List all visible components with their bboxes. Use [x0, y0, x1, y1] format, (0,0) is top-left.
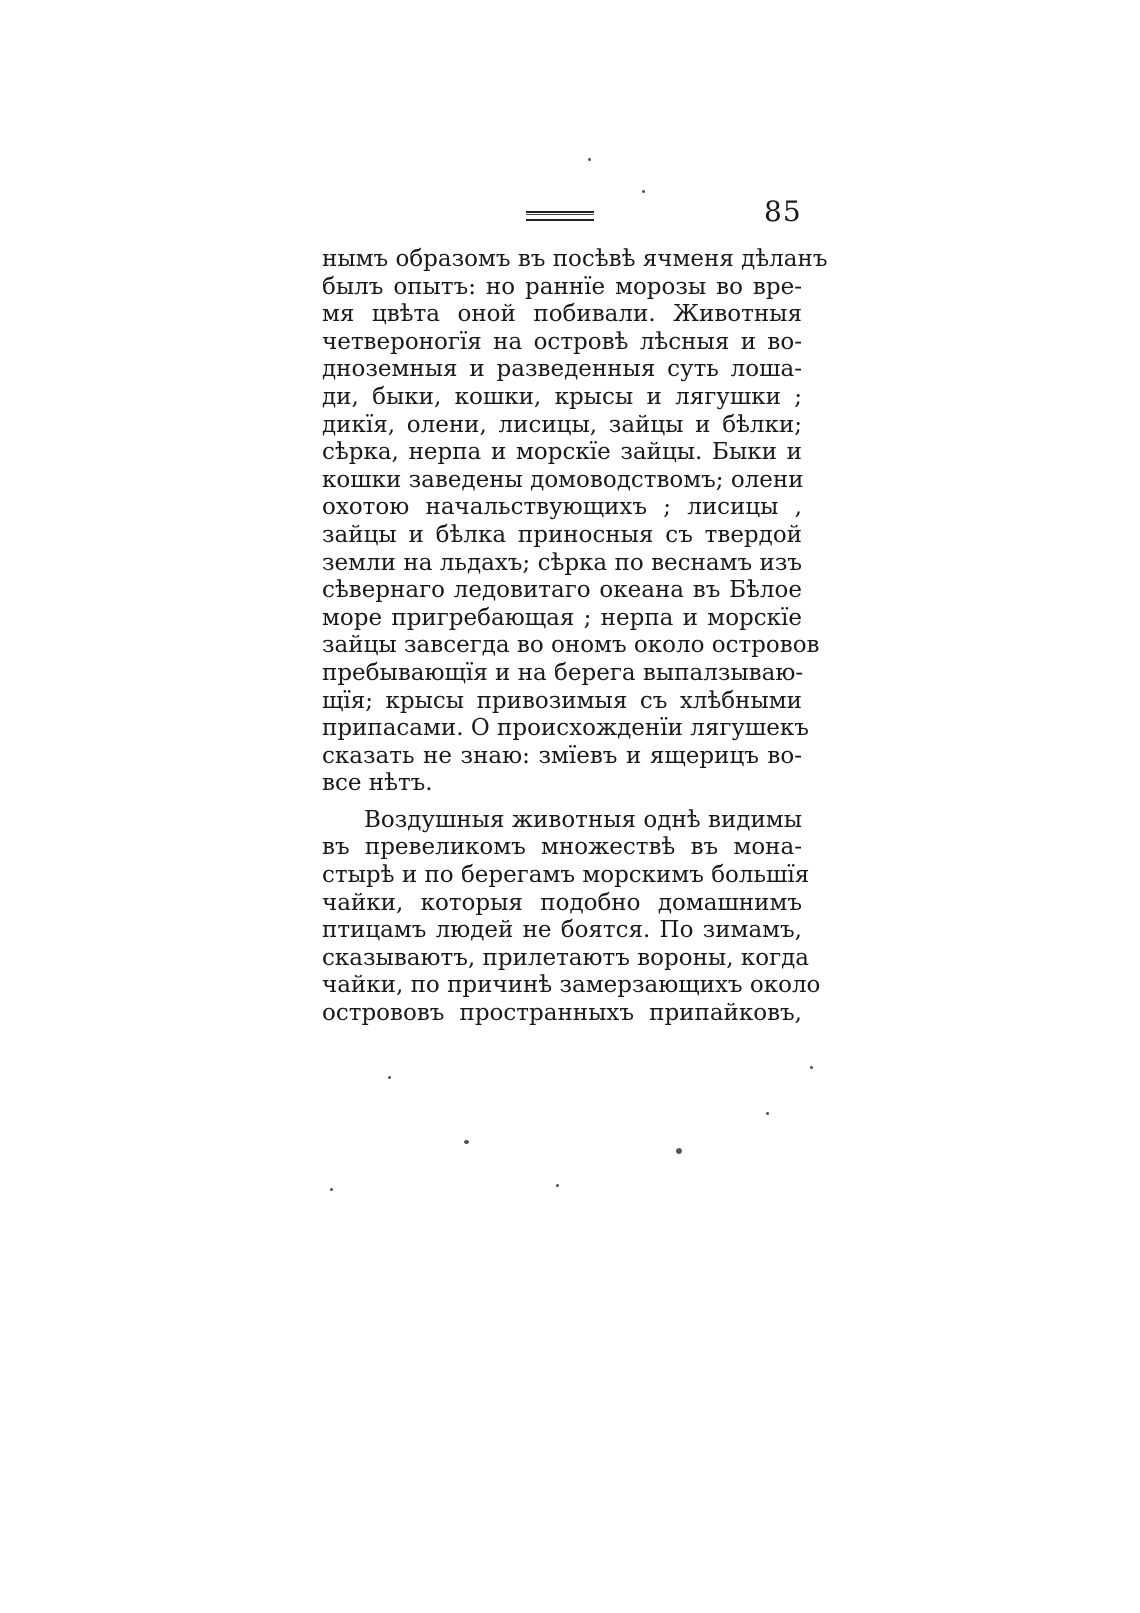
scan-speck	[588, 158, 591, 161]
text-line: острововъ пространныхъ припайковъ,	[322, 1000, 802, 1027]
text-line: припасами. О происхожденїи лягушекъ	[322, 715, 809, 742]
header-ornament-rule	[526, 211, 594, 221]
text-line: пребывающїя и на берега выпалзываю-	[322, 659, 804, 686]
paragraph-spacer	[322, 798, 802, 807]
text-line: сказываютъ, прилетаютъ вороны, когда	[322, 944, 809, 971]
text-line: ди, быки, кошки, крысы и лягушки ;	[322, 383, 802, 410]
text-line: земли на льдахъ; сѣрка по веснамъ изъ	[322, 549, 802, 576]
text-line: сѣвернаго ледовитаго океана въ Бѣлое	[322, 577, 802, 604]
scan-speck	[330, 1188, 333, 1191]
scan-speck	[556, 1184, 559, 1187]
text-line: зайцы и бѣлка приносныя съ твердой	[322, 521, 802, 548]
scan-speck	[642, 190, 645, 193]
text-line: въ превеликомъ множествѣ въ мона-	[322, 834, 802, 861]
text-line: все нѣтъ.	[322, 770, 433, 797]
text-line: сѣрка, нерпа и морскїе зайцы. Быки и	[322, 439, 802, 466]
text-line: охотою начальствующихъ ; лисицы ,	[322, 494, 802, 521]
text-line: кошки заведены домоводствомъ; олени	[322, 466, 804, 493]
text-line: четвероногїя на островѣ лѣсныя и во-	[322, 328, 802, 355]
scan-speck	[676, 1148, 682, 1154]
text-line: нымъ образомъ въ посѣвѣ ячменя дѣланъ	[322, 246, 828, 272]
text-line: Воздушныя животныя однѣ видимы	[364, 806, 802, 833]
text-line: щїя; крысы привозимыя съ хлѣбными	[322, 687, 802, 714]
scan-speck	[464, 1140, 469, 1144]
scan-speck	[766, 1112, 769, 1115]
scan-speck	[388, 1076, 391, 1079]
text-line: птицамъ людей не боятся. По зимамъ,	[322, 917, 802, 944]
text-line: мя цвѣта оной побивали. Животныя	[322, 301, 802, 328]
text-line: сказать не знаю: змїевъ и ящерицъ во-	[322, 742, 802, 769]
text-line: былъ опытъ: но раннїе морозы во вре-	[322, 273, 802, 300]
scan-speck	[810, 1066, 813, 1069]
body-text	[322, 246, 828, 1028]
text-line: стырѣ и по берегамъ морскимъ большїя	[322, 862, 810, 889]
paragraph-land-animals	[322, 246, 828, 798]
paragraph-birds	[322, 806, 821, 1028]
text-line: дикїя, олени, лисицы, зайцы и бѣлки;	[322, 411, 802, 438]
text-line: чайки, которыя подобно домашнимъ	[322, 889, 802, 916]
text-line: чайки, по причинѣ замерзающихъ около	[322, 972, 821, 999]
text-line: море пригребающая ; нерпа и морскїе	[322, 604, 802, 631]
text-line: дноземныя и разведенныя суть лоша-	[322, 356, 802, 383]
page-number: 85	[764, 195, 802, 228]
text-line: зайцы завсегда во ономъ около островов	[322, 632, 820, 659]
